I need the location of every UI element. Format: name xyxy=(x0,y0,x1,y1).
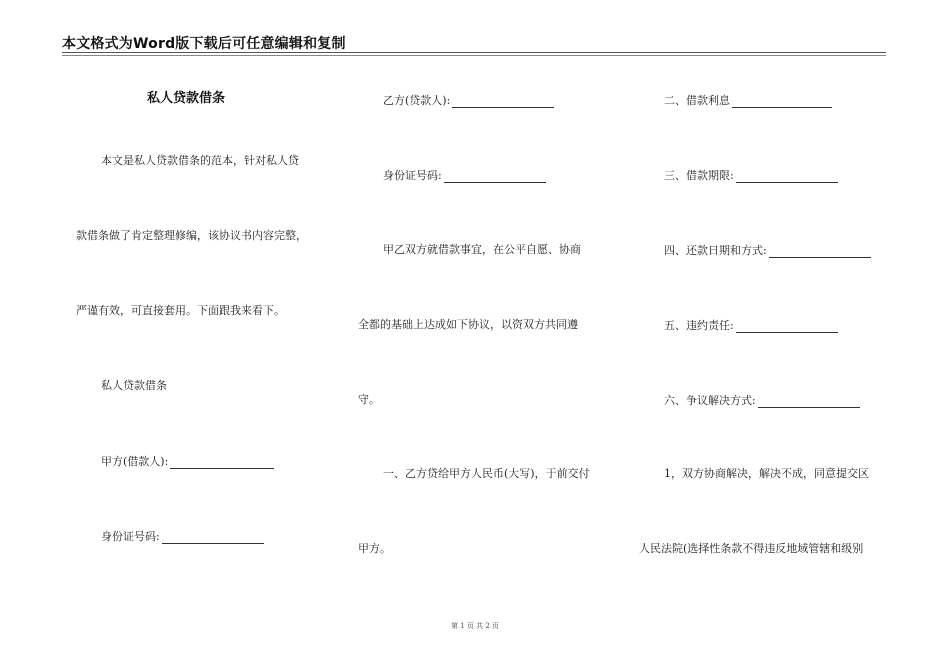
clause-6-label: 六、争议解决方式: xyxy=(664,394,756,407)
agreement-line-2: 全都的基础上达成如下协议，以资双方共同遵 xyxy=(358,318,578,331)
clause-6-field xyxy=(664,393,860,408)
clause-3-label: 三、借款期限: xyxy=(664,169,734,182)
party-a-blank[interactable] xyxy=(170,454,274,469)
id-b-label: 身份证号码: xyxy=(383,169,442,182)
clause-4-label: 四、还款日期和方式: xyxy=(664,244,767,257)
resolution-line-2: 人民法院(选择性条款不得违反地域管辖和级别 xyxy=(639,542,864,555)
party-b-label: 乙方(贷款人): xyxy=(383,94,451,107)
party-b-field xyxy=(383,93,554,108)
clause-5-blank[interactable] xyxy=(736,318,838,333)
header-rule-thin xyxy=(62,55,886,56)
section-subtitle: 私人贷款借条 xyxy=(101,379,167,392)
header-rule xyxy=(62,52,886,53)
clause-6-blank[interactable] xyxy=(758,393,860,408)
clause-4-blank[interactable] xyxy=(769,243,871,258)
id-a-blank[interactable] xyxy=(162,529,264,544)
clause-5-field xyxy=(664,318,838,333)
id-a-label: 身份证号码: xyxy=(101,530,160,543)
intro-line-3: 严谨有效，可直接套用。下面跟我来看下。 xyxy=(76,304,285,317)
id-a-field xyxy=(101,529,264,544)
party-a-label: 甲方(借款人): xyxy=(101,455,169,468)
intro-line-1: 本文是私人贷款借条的范本，针对私人贷 xyxy=(101,154,299,167)
id-b-field xyxy=(383,168,546,183)
resolution-line-1: 1，双方协商解决，解决不成，同意提交区 xyxy=(664,467,869,480)
clause-2-blank[interactable] xyxy=(732,93,832,108)
intro-line-2: 款借条做了肯定整理修编，该协议书内容完整， xyxy=(76,229,307,242)
document-title: 私人贷款借条 xyxy=(147,91,226,106)
agreement-line-3: 守。 xyxy=(358,393,380,406)
clause-3-blank[interactable] xyxy=(736,168,838,183)
clause-2-label: 二、借款利息 xyxy=(664,94,730,107)
clause-4-field xyxy=(664,243,871,258)
party-a-field xyxy=(101,454,274,469)
clause-3-field xyxy=(664,168,838,183)
agreement-line-1: 甲乙双方就借款事宜，在公平自愿、协商 xyxy=(383,243,581,256)
clause-1-line-1: 一、乙方贷给甲方人民币(大写)，于前交付 xyxy=(383,467,590,480)
party-b-blank[interactable] xyxy=(452,93,554,108)
clause-5-label: 五、违约责任: xyxy=(664,319,734,332)
page-footer: 第 1 页 共 2 页 xyxy=(450,622,500,630)
document-banner: 本文格式为Word版下载后可任意编辑和复制 xyxy=(62,36,346,52)
clause-2-field xyxy=(664,93,832,108)
clause-1-line-2: 甲方。 xyxy=(358,542,391,555)
id-b-blank[interactable] xyxy=(444,168,546,183)
